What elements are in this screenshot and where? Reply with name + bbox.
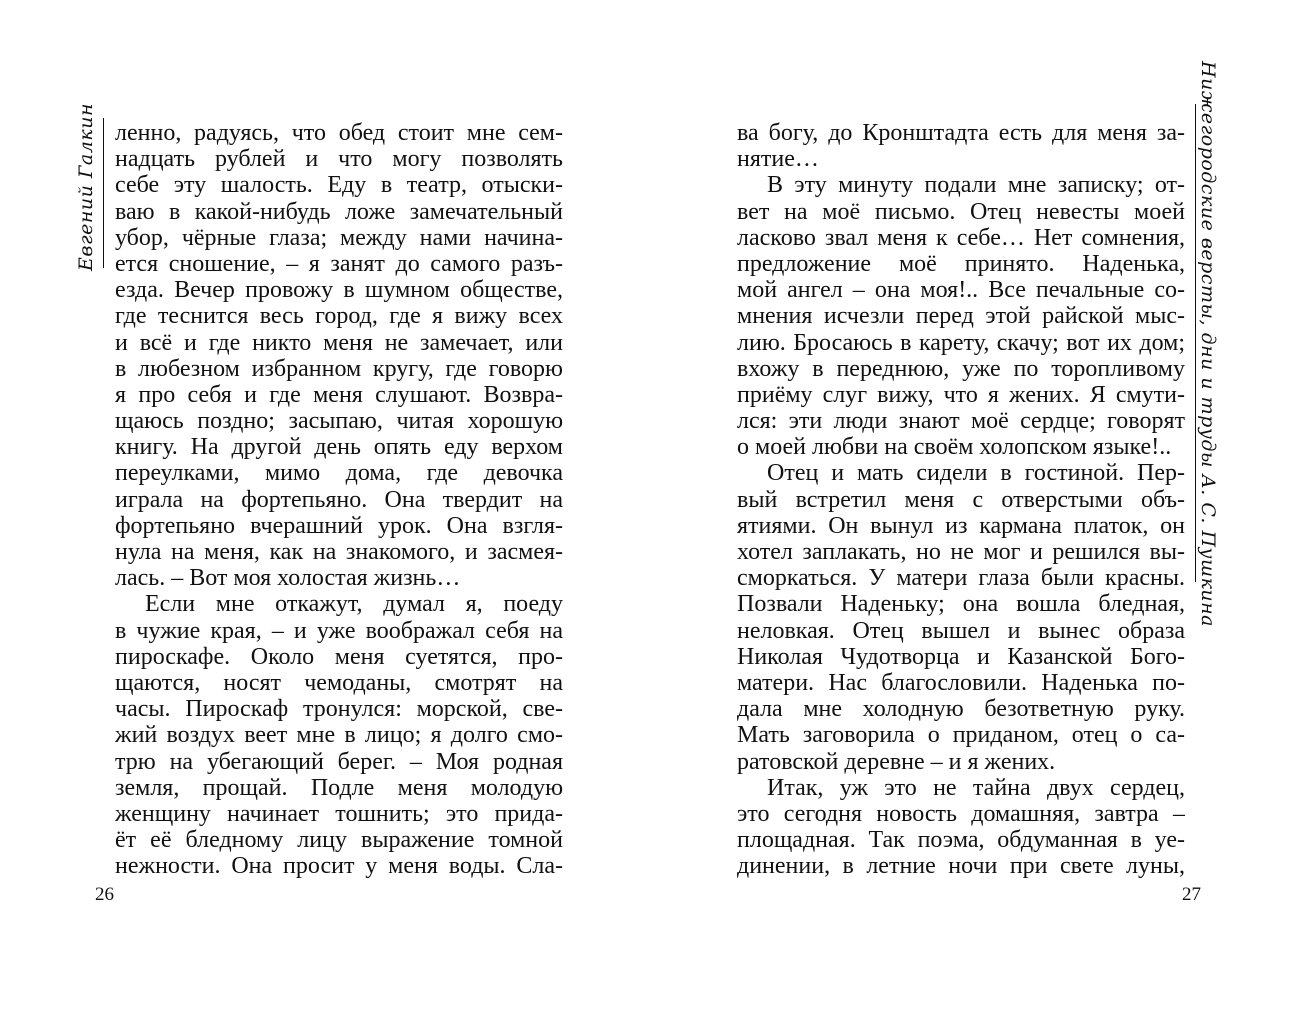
text-line: фортепьяно вчерашний урок. Она взгля- <box>115 512 563 539</box>
text-line: динении, в летние ночи при свете луны, <box>737 853 1185 880</box>
right-page <box>650 0 1300 1015</box>
text-line: Отец и мать сидели в гостиной. Пер- <box>767 460 1185 487</box>
text-line: В эту минуту подали мне записку; от- <box>767 172 1185 199</box>
text-line: в чужие края, – и уже воображал себя на <box>115 617 563 644</box>
page-number: 26 <box>95 884 114 905</box>
text-line: езда. Вечер провожу в шумном обществе, <box>115 277 563 304</box>
text-line: себе эту шалость. Еду в театр, отыски- <box>115 172 563 199</box>
text-line: лся: эти люди знают моё сердце; говорят <box>737 408 1185 435</box>
text-line: и всё и где никто меня не замечает, или <box>115 329 563 356</box>
text-line: вет на моё письмо. Отец невесты моей <box>737 198 1185 225</box>
paragraph <box>737 120 1185 172</box>
text-line: мой ангел – она моя!.. Все печальные со- <box>737 277 1185 304</box>
running-head-title <box>1191 61 1225 627</box>
text-line: ятиями. Он вынул из кармана платок, он <box>737 512 1185 539</box>
text-line: это сегодня новость домашняя, завтра – <box>737 800 1185 827</box>
paragraph <box>737 172 1185 460</box>
text-line: в любезном избранном кругу, где говорю <box>115 355 563 382</box>
text-line: земля, прощай. Подле меня молодую <box>115 774 563 801</box>
text-line: предложение моё принято. Наденька, <box>737 250 1185 277</box>
text-line: ласково звал меня к себе… Нет сомнения, <box>737 224 1185 251</box>
text-line: переулками, мимо дома, где девочка <box>115 460 563 487</box>
text-line: сморкаться. У матери глаза были красны. <box>737 565 1185 592</box>
text-line: я про себя и где меня слушают. Возвра- <box>115 381 563 408</box>
text-line: вый встретил меня с отверстыми объ- <box>737 486 1185 513</box>
running-head-title-text: Нижегородские версты, дни и труды А. С. Пушкина <box>1197 61 1219 627</box>
running-head-author-text: Евгений Галкин <box>75 103 97 271</box>
text-line: где теснится весь город, где я вижу всех <box>115 303 563 330</box>
text-line: вхожу в переднюю, уже по торопливому <box>737 355 1185 382</box>
body-text <box>115 120 563 879</box>
paragraph <box>737 775 1185 880</box>
text-line: Если мне откажут, думал я, поеду <box>145 591 563 618</box>
text-line: щаюсь поздно; засыпаю, читая хорошую <box>115 408 563 435</box>
text-line: книгу. На другой день опять еду верхом <box>115 434 563 461</box>
text-line: нула на меня, как на знакомого, и засмея- <box>115 539 563 565</box>
text-line: играла на фортепьяно. Она твердит на <box>115 486 563 513</box>
text-line: неловкая. Отец вышел и вынес образа <box>737 617 1185 644</box>
text-line: ёт её бледному лицу выражение томной <box>115 827 563 854</box>
page-number: 27 <box>1182 884 1201 905</box>
text-line: пироскафе. Около меня суетятся, про- <box>115 643 563 670</box>
text-line: площадная. Так поэма, обдуманная в уе- <box>737 827 1185 854</box>
text-line: хотел заплакать, но не мог и решился вы- <box>737 539 1185 565</box>
text-line: Мать заговорила о приданом, отец о са- <box>737 722 1185 749</box>
text-line: Позвали Наденьку; она вошла бледная, <box>737 591 1185 618</box>
paragraph <box>737 460 1185 774</box>
text-line: ваю в какой-нибудь ложе замечательный <box>115 198 563 225</box>
text-line: матери. Нас благословили. Наденька по- <box>737 669 1185 696</box>
text-line: ратовской деревне – и я жених. <box>737 748 1056 775</box>
paragraph <box>115 120 563 591</box>
body-text <box>737 120 1185 879</box>
text-line: лию. Бросаюсь в карету, скачу; вот их дом; <box>737 329 1185 356</box>
text-line: часы. Пироскаф тронулся: морской, све- <box>115 696 563 723</box>
text-line: о моей любви на своём холопском языке!.. <box>737 434 1172 461</box>
text-line: убор, чёрные глаза; между нами начина- <box>115 224 563 251</box>
text-line: ленно, радуясь, что обед стоит мне сем- <box>115 120 563 146</box>
running-head-rule <box>103 118 104 268</box>
text-line: лась. – Вот моя холостая жизнь… <box>115 565 461 592</box>
running-head-rule <box>1195 104 1196 582</box>
text-line: жий воздух веет мне в лицо; я долго смо- <box>115 722 563 749</box>
text-line: нежности. Она просит у меня воды. Сла- <box>115 853 563 880</box>
running-head-author <box>70 103 102 271</box>
text-line: женщину начинает тошнить; это прида- <box>115 800 563 827</box>
text-line: надцать рублей и что могу позволять <box>115 146 563 173</box>
text-line: мнения исчезли перед этой райской мыс- <box>737 303 1185 330</box>
text-line: ва богу, до Кронштадта есть для меня за- <box>737 120 1185 146</box>
text-line: щаются, носят чемоданы, смотрят на <box>115 669 563 696</box>
text-line: Итак, уж это не тайна двух сердец, <box>767 774 1185 801</box>
text-line: дала мне холодную безответную руку. <box>737 696 1185 723</box>
paragraph <box>115 591 563 879</box>
text-line: приёму слуг вижу, что я жених. Я смути- <box>737 381 1185 408</box>
text-line: Николая Чудотворца и Казанской Бого- <box>737 643 1185 670</box>
text-line: трю на убегающий берег. – Моя родная <box>115 748 563 775</box>
text-line: ется сношение, – я занят до самого разъ- <box>115 250 563 277</box>
text-line: нятие… <box>737 146 819 173</box>
